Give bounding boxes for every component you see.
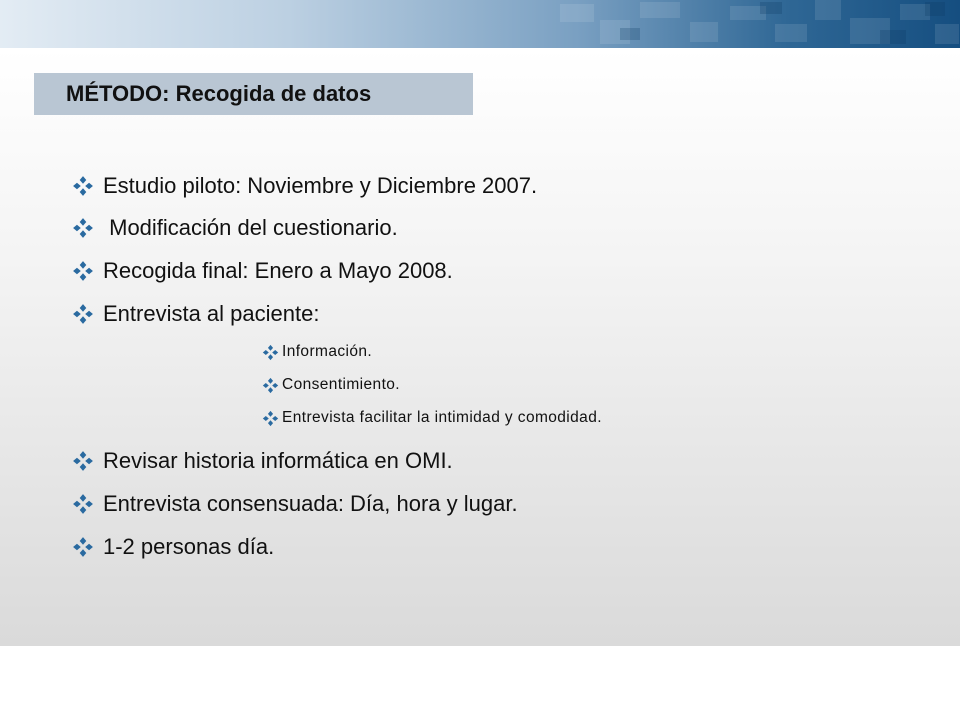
list-item-text: Revisar historia informática en OMI.	[103, 448, 453, 473]
list-item-text: Modificación del cuestionario.	[103, 215, 398, 240]
list-item	[72, 489, 518, 519]
list-item	[72, 171, 537, 201]
sub-list-item-text: Consentimiento.	[282, 376, 401, 393]
list-item-text: Recogida final: Enero a Mayo 2008.	[103, 258, 453, 283]
list-item-text: 1-2 personas día.	[103, 534, 275, 559]
sub-list-item-text: Entrevista facilitar la intimidad y comodidad.	[282, 409, 602, 426]
diamond-bullet-icon	[262, 377, 279, 394]
diamond-bullet-icon	[72, 493, 94, 515]
list-item-text: Entrevista al paciente:	[103, 301, 320, 326]
diamond-bullet-icon	[72, 303, 94, 325]
list-item	[72, 446, 453, 476]
list-item	[72, 299, 319, 329]
list-item	[72, 532, 274, 562]
diamond-bullet-icon	[72, 536, 94, 558]
list-item-text: Estudio piloto: Noviembre y Diciembre 2007.	[103, 173, 538, 198]
diamond-bullet-icon	[72, 260, 94, 282]
list-item	[72, 213, 398, 243]
diamond-bullet-icon	[72, 175, 94, 197]
list-item	[72, 256, 453, 286]
diamond-bullet-icon	[72, 217, 94, 239]
diamond-bullet-icon	[262, 410, 279, 427]
slide-title: MÉTODO: Recogida de datos	[66, 81, 372, 106]
sub-list-item	[262, 374, 400, 396]
sub-list-item	[262, 341, 372, 363]
sub-list-item-text: Información.	[282, 343, 373, 360]
diamond-bullet-icon	[262, 344, 279, 361]
list-item-text: Entrevista consensuada: Día, hora y lugar.	[103, 491, 518, 516]
sub-list-item	[262, 407, 602, 429]
diamond-bullet-icon	[72, 450, 94, 472]
